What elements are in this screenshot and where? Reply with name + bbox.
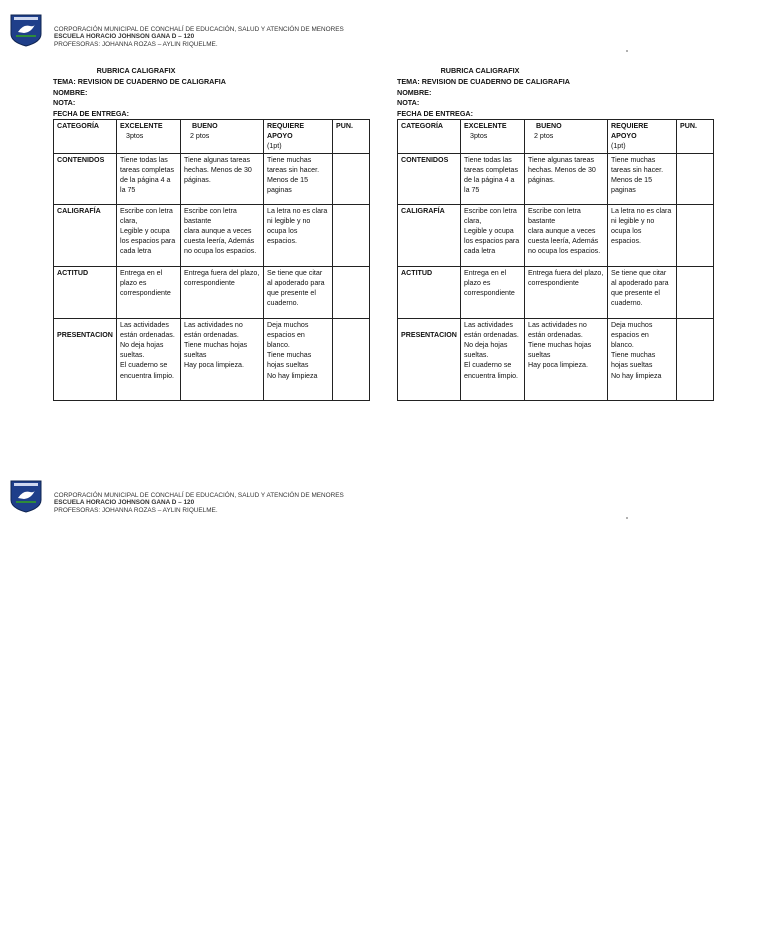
col-requiere [608, 120, 677, 154]
row-category: ACTITUD [54, 266, 117, 318]
row-excelente: Entrega en el plazo es correspondiente [461, 266, 525, 318]
row-requiere: Deja muchos espacios en blanco. Tiene muchas hojas sueltas No hay limpieza [608, 318, 677, 400]
row-category [398, 318, 461, 400]
header-text [54, 492, 344, 514]
header-teachers: PROFESORAS: JOHANNA ROZAS – AYLIN RIQUELME. [54, 506, 218, 514]
rubric-left [53, 66, 369, 401]
row-excelente: Escribe con letra clara, Legible y ocupa los espacios para cada letra [117, 204, 181, 266]
row-bueno: Escribe con letra bastante clara aunque a veces cuesta leería, Además no ocupa los espacios. [525, 204, 608, 266]
row-requiere: Tiene muchas tareas sin hacer. Menos de 15 paginas [608, 153, 677, 204]
rubric-header-row [54, 120, 370, 154]
row-category: CONTENIDOS [398, 153, 461, 204]
school-shield-logo-icon [8, 478, 44, 514]
row-bueno: Entrega fuera del plazo, correspondiente [181, 266, 264, 318]
row-bueno: Las actividades no están ordenadas. Tiene muchas hojas sueltas Hay poca limpieza. [525, 318, 608, 400]
rubric-nota: NOTA: [397, 98, 420, 107]
rubric-nota: NOTA: [53, 98, 76, 107]
row-requiere: Se tiene que citar al apoderado para que presente el cuaderno. [608, 266, 677, 318]
rubric-header-row [398, 120, 714, 154]
header-school: ESCUELA HORACIO JOHNSON GANA D – 120 [54, 33, 195, 41]
rubric-title: RUBRICA CALIGRAFIX [440, 66, 520, 75]
school-shield-logo-icon [8, 12, 44, 48]
row-requiere: La letra no es clara ni legible y no ocupa los espacios. [264, 204, 333, 266]
row-bueno: Escribe con letra bastante clara aunque a veces cuesta leería, Además no ocupa los espacios. [181, 204, 264, 266]
row-category: CONTENIDOS [54, 153, 117, 204]
col-bueno [525, 120, 608, 154]
col-pun: PUN. [333, 120, 370, 154]
col-requiere-pts: (1pt) [267, 142, 282, 151]
rubric-table [397, 119, 714, 401]
row-excelente: Las actividades están ordenadas. No deja hojas sueltas. El cuaderno se encuentra limpio. [117, 318, 181, 400]
row-pun [333, 266, 370, 318]
rubric-title: RUBRICA CALIGRAFIX [96, 66, 176, 75]
header-teachers: PROFESORAS: JOHANNA ROZAS – AYLIN RIQUELME. [54, 40, 218, 48]
col-requiere-label: REQUIERE APOYO [267, 122, 305, 141]
col-excelente-pts: 3ptos [470, 132, 488, 141]
header-text [54, 26, 344, 48]
table-row [54, 204, 370, 266]
row-excelente: Escribe con letra clara, Legible y ocupa los espacios para cada letra [461, 204, 525, 266]
row-requiere: Deja muchos espacios en blanco. Tiene muchas hojas sueltas No hay limpieza [264, 318, 333, 400]
col-requiere-pts: (1pt) [611, 142, 626, 151]
rubric-table [53, 119, 370, 401]
row-bueno: Tiene algunas tareas hechas. Menos de 30 páginas. [525, 153, 608, 204]
col-excelente-label: EXCELENTE [120, 122, 163, 130]
row-bueno: Las actividades no están ordenadas. Tiene muchas hojas sueltas Hay poca limpieza. [181, 318, 264, 400]
col-requiere-label: REQUIERE APOYO [611, 122, 649, 141]
rubric-right [397, 66, 713, 401]
rubric-tema: TEMA: REVISION DE CUADERNO DE CALIGRAFIA [53, 77, 226, 86]
col-bueno-pts: 2 ptos [190, 132, 210, 141]
rubric-tema: TEMA: REVISION DE CUADERNO DE CALIGRAFIA [397, 77, 570, 86]
row-category: ACTITUD [398, 266, 461, 318]
table-row [398, 204, 714, 266]
table-row [398, 318, 714, 400]
rubric-fecha: FECHA DE ENTREGA: [53, 108, 130, 118]
row-excelente: Tiene todas las tareas completas de la página 4 a la 75 [117, 153, 181, 204]
rubric-fecha: FECHA DE ENTREGA: [397, 108, 474, 118]
row-requiere: Se tiene que citar al apoderado para que presente el cuaderno. [264, 266, 333, 318]
row-category: CALIGRAFÍA [398, 204, 461, 266]
header-school: ESCUELA HORACIO JOHNSON GANA D – 120 [54, 499, 195, 507]
row-category [54, 318, 117, 400]
col-excelente-label: EXCELENTE [464, 122, 507, 130]
col-excelente [461, 120, 525, 154]
row-pun [333, 153, 370, 204]
row-requiere: Tiene muchas tareas sin hacer. Menos de 15 paginas [264, 153, 333, 204]
row-excelente: Tiene todas las tareas completas de la página 4 a la 75 [461, 153, 525, 204]
col-categoria: CATEGORÍA [54, 120, 117, 154]
row-pun [677, 266, 714, 318]
row-category: CALIGRAFÍA [54, 204, 117, 266]
col-excelente-pts: 3ptos [126, 132, 144, 141]
stray-dot [626, 517, 628, 519]
table-row [54, 153, 370, 204]
page-header-bottom [8, 478, 368, 518]
header-corporation: CORPORACIÓN MUNICIPAL DE CONCHALÍ DE EDUCACIÓN, SALUD Y ATENCIÓN DE MENORES [54, 492, 344, 499]
row-pun [677, 318, 714, 400]
table-row [54, 266, 370, 318]
col-bueno [181, 120, 264, 154]
table-row [398, 266, 714, 318]
row-bueno: Entrega fuera del plazo, correspondiente [525, 266, 608, 318]
header-corporation: CORPORACIÓN MUNICIPAL DE CONCHALÍ DE EDUCACIÓN, SALUD Y ATENCIÓN DE MENORES [54, 26, 344, 33]
table-row [398, 153, 714, 204]
col-categoria: CATEGORÍA [398, 120, 461, 154]
row-pun [677, 153, 714, 204]
row-category-label: PRESENTACION [57, 330, 113, 339]
col-requiere [264, 120, 333, 154]
row-excelente: Las actividades están ordenadas. No deja hojas sueltas. El cuaderno se encuentra limpio. [461, 318, 525, 400]
col-bueno-label: BUENO [192, 122, 218, 130]
col-excelente [117, 120, 181, 154]
row-category-label: PRESENTACION [401, 330, 457, 339]
row-bueno: Tiene algunas tareas hechas. Menos de 30 páginas. [181, 153, 264, 204]
col-bueno-label: BUENO [536, 122, 562, 130]
row-pun [333, 204, 370, 266]
page-header-top [8, 12, 368, 52]
col-pun: PUN. [677, 120, 714, 154]
row-requiere: La letra no es clara ni legible y no ocupa los espacios. [608, 204, 677, 266]
col-bueno-pts: 2 ptos [534, 132, 554, 141]
rubric-nombre: NOMBRE: [53, 87, 88, 97]
rubric-nombre: NOMBRE: [397, 87, 432, 97]
table-row [54, 318, 370, 400]
row-pun [333, 318, 370, 400]
row-excelente: Entrega en el plazo es correspondiente [117, 266, 181, 318]
stray-dot [626, 50, 628, 52]
row-pun [677, 204, 714, 266]
